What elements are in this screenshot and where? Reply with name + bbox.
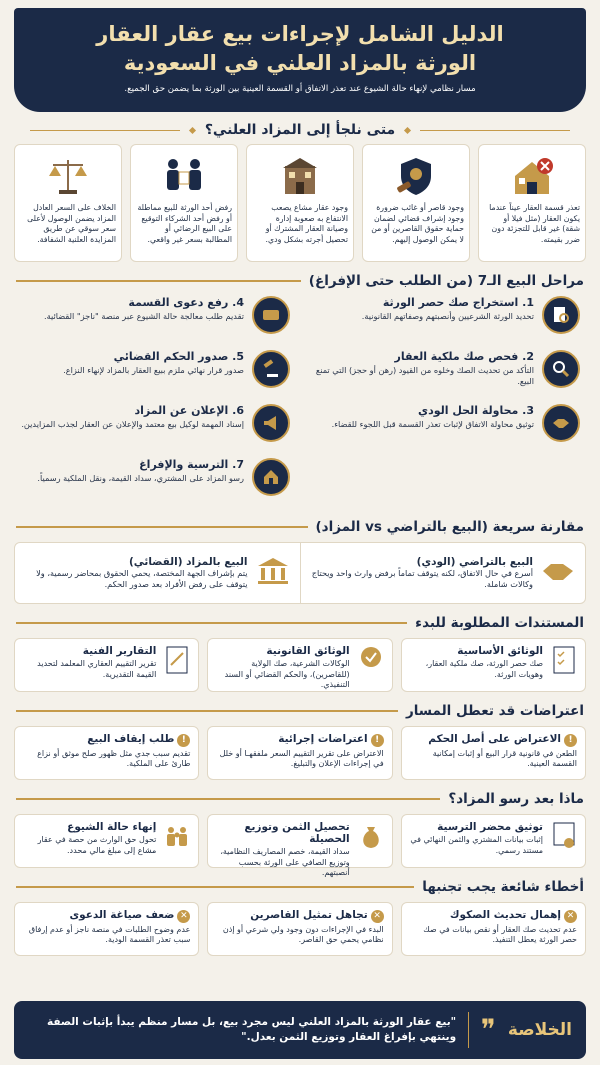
after-card — [401, 814, 586, 868]
stage-item — [20, 458, 290, 508]
compare-right-title: البيع بالمزاد (القضائي) — [128, 556, 248, 568]
document-title: الوثائق القانونية — [266, 645, 350, 657]
compare-consensual — [301, 543, 586, 603]
compare-title: مقارنة سريعة (البيع بالتراضي vs المزاد) — [315, 519, 584, 535]
infographic — [0, 8, 600, 1065]
mistakes-heading — [0, 876, 600, 898]
divider — [16, 526, 308, 528]
when-card-text: تعذر قسمة العقار عيناً عندما يكون العقار (مثل فيلا أو شقة) غير قابل للتجزئة دون ضرر بقيمته. — [489, 203, 580, 244]
title-line-2: الورثة بالمزاد العلني في السعودية — [123, 51, 477, 75]
stage-title: 1. استخراج صك حصر الورثة — [382, 296, 534, 309]
document-title: الوثائق الأساسية — [457, 645, 543, 657]
after-title-item: توثيق محضر الترسية — [437, 821, 543, 833]
divider — [30, 130, 180, 131]
document-card — [401, 638, 586, 692]
document-card — [14, 638, 199, 692]
stage-title: 7. الترسية والإفراغ — [139, 458, 244, 471]
house-transfer-icon — [252, 458, 290, 496]
after-desc: تحول حق الوارث من حصة في عقار مشاع إلى مبلغ مالي محدد. — [37, 835, 157, 855]
objection-card — [401, 726, 586, 780]
compare-auction — [15, 543, 301, 603]
after-title-item: تحصيل الثمن وتوزيع الحصيلة — [244, 821, 350, 845]
stage-item — [310, 404, 580, 454]
judgment-icon — [252, 350, 290, 388]
mistake-title: تجاهل تمثيل القاصرين — [250, 909, 368, 921]
after-cards — [0, 810, 600, 877]
compare-left-desc: أسرع في حال الاتفاق، لكنه يتوقف تماماً برفض وارث واحد ويحتاج وكالات شاملة. — [311, 568, 533, 589]
stage-title: 3. محاولة الحل الودي — [417, 404, 534, 417]
compare-heading — [0, 516, 600, 538]
diamond-icon — [404, 126, 411, 133]
after-desc: إثبات بيانات المشتري والثمن النهائي في مستند رسمي. — [410, 835, 543, 855]
title-line-1: الدليل الشامل لإجراءات بيع عقار العقار — [96, 22, 504, 46]
checklist-icon — [549, 645, 577, 685]
mistakes-cards — [0, 898, 600, 956]
after-title-item: إنهاء حالة الشيوع — [67, 821, 157, 833]
objection-desc: تقديم سبب جدي مثل ظهور صلح موثق أو نزاع طارئ على الملكية. — [37, 748, 191, 768]
conclusion-text: "بيع عقار الورثة بالمزاد العلني ليس مجرد بيع، بل مسار منظم يبدأ بإثبات الصفة وينتهي بإفراغ العقار وتوزيع الثمن بعدل." — [46, 1016, 457, 1043]
objections-title: اعتراضات قد تعطل المسار — [405, 703, 584, 719]
document-search-icon — [542, 296, 580, 334]
mistake-card — [401, 902, 586, 956]
mistake-desc: عدم تحديث صك العقار أو نقص بيانات في صك حصر الورثة يعطل التنفيذ. — [423, 924, 577, 944]
gavel-shield-icon — [368, 149, 464, 203]
objection-title: الاعتراض على أصل الحكم — [428, 733, 561, 745]
documents-cards — [0, 634, 600, 692]
seal-icon — [356, 645, 384, 685]
warning-icon: ! — [371, 734, 384, 747]
objection-card — [207, 726, 392, 780]
stage-title: 2. فحص صك ملكية العقار — [394, 350, 534, 363]
objections-cards — [0, 722, 600, 780]
stage-desc: توثيق محاولة الاتفاق لإثبات تعذر القسمة قبل اللجوء للقضاء. — [331, 419, 534, 429]
compare-left-title: البيع بالتراضي (الودي) — [416, 556, 533, 568]
documents-title: المستندات المطلوبة للبدء — [415, 615, 584, 631]
quote-icon: ❞ — [480, 1013, 496, 1046]
when-card-text: الخلاف على السعر العادل المزاد يضمن الوصول لأعلى سعر سوقي عن طريق المزايدة العلنية الشفافة. — [27, 203, 116, 244]
page-title — [30, 20, 570, 78]
stages-heading — [0, 270, 600, 292]
stage-item — [310, 296, 580, 346]
close-icon: ✕ — [177, 910, 190, 923]
divider — [16, 280, 301, 282]
close-icon: ✕ — [371, 910, 384, 923]
certificate-icon — [549, 821, 577, 861]
divider — [468, 1012, 469, 1048]
objection-title: اعتراضات إجرائية — [278, 733, 368, 745]
document-card — [207, 638, 392, 692]
objection-desc: الطعن في قانونية قرار البيع أو إثبات إمكانية القسمة العينية. — [432, 748, 577, 768]
stage-item — [310, 350, 580, 400]
when-card-text: وجود عقار مشاع يصعب الانتفاع به صعوبة إدارة وصيانة العقار المشترك أو تحصيل أجرته بشكل ودي. — [265, 203, 348, 244]
after-title: ماذا بعد رسو المزاد؟ — [448, 791, 584, 807]
courthouse-icon — [256, 556, 290, 590]
when-title: متى نلجأ إلى المزاد العلني؟ — [204, 122, 396, 138]
stage-desc: تقديم طلب معالجة حالة الشيوع عبر منصة "ناجز" القضائية. — [44, 311, 244, 321]
dispute-icon — [136, 149, 232, 203]
mistake-card — [14, 902, 199, 956]
mistake-title: ضعف صياغة الدعوى — [69, 909, 175, 921]
when-card — [362, 144, 470, 262]
stage-title: 6. الإعلان عن المزاد — [134, 404, 244, 417]
stage-title: 4. رفع دعوى القسمة — [128, 296, 244, 309]
divider — [16, 622, 407, 624]
stage-desc: صدور قرار نهائي ملزم ببيع العقار بالمزاد لإنهاء النزاع. — [63, 365, 244, 375]
compare-box — [14, 542, 586, 604]
objection-title: طلب إيقاف البيع — [87, 733, 175, 745]
megaphone-icon — [252, 404, 290, 442]
when-card — [246, 144, 354, 262]
divider — [16, 886, 414, 888]
page-subtitle: مسار نظامي لإنهاء حالة الشيوع عند تعذر الاتفاق أو القسمة العينية بين الورثة بما يضمن حق الجميع. — [124, 84, 476, 94]
report-icon — [162, 645, 190, 685]
magnifier-icon — [542, 350, 580, 388]
when-card — [130, 144, 238, 262]
stage-desc: تحديد الورثة الشرعيين وأنصبتهم وصفاتهم القانونية. — [361, 311, 534, 321]
stages-title: مراحل البيع الـ7 (من الطلب حتى الإفراغ) — [308, 273, 584, 289]
objection-card — [14, 726, 199, 780]
stage-item — [20, 296, 290, 346]
stage-title: 5. صدور الحكم القضائي — [113, 350, 244, 363]
stages-list — [0, 292, 600, 508]
close-icon: ✕ — [564, 910, 577, 923]
divider — [16, 798, 440, 800]
objection-desc: الاعتراض على تقرير التقييم السعر ملفقهـا أو خلل في إجراءات الإعلان والتبليغ. — [219, 748, 384, 768]
mistake-title: إهمال تحديث الصكوك — [449, 909, 561, 921]
scales-icon — [20, 149, 116, 203]
stage-desc: رسو المزاد على المشتري، سداد القيمة، ونقل الملكية رسمياً. — [37, 473, 244, 483]
building-icon — [252, 149, 348, 203]
mistakes-title: أخطاء شائعة يجب تجنبها — [422, 879, 584, 895]
documents-heading — [0, 612, 600, 634]
warning-icon: ! — [177, 734, 190, 747]
divider — [16, 710, 398, 712]
warning-icon: ! — [564, 734, 577, 747]
document-desc: الوكالات الشرعية، صك الولاية (للقاصرين)، والحكم القضائي أو السند التنفيذي. — [224, 659, 350, 689]
compare-right-desc: يتم بإشراف الجهة المختصة، يحمي الحقوق بمحاضر رسمية، ولا يتوقف على رفض الأفراد بعد صدور الحكم. — [36, 568, 248, 589]
money-bag-icon — [356, 821, 384, 861]
handshake-icon — [541, 558, 575, 588]
when-card — [478, 144, 586, 262]
house-x-icon — [484, 149, 580, 203]
conclusion-box — [14, 1001, 586, 1059]
document-desc: صك حصر الورثة، صك ملكية العقار، وهويات الورثة. — [425, 659, 543, 679]
when-section-title — [0, 120, 600, 140]
stage-desc: إسناد المهمة لوكيل بيع معتمد والإعلان عن العقار لجذب المزايدين. — [21, 419, 244, 429]
document-title: التقارير الفنية — [82, 645, 157, 657]
family-icon — [162, 821, 190, 861]
stage-item — [20, 350, 290, 400]
mistake-desc: عدم وضوح الطلبات في منصة ناجز أو عدم إرفاق سبب تعذر القسمة الودية. — [28, 924, 191, 944]
after-card — [207, 814, 392, 877]
when-card-text: رفض أحد الورثة للبيع مماطلة أو رفض أحد الشركاء التوقيع على البيع الرضائي أو المطالبة بسعر غير واقعي. — [137, 203, 232, 244]
stage-desc: التأكد من تحديث الصك وخلوه من القيود (رهن أو حجز) التي تمنع البيع. — [315, 365, 534, 386]
taj-icon — [252, 296, 290, 334]
objections-heading — [0, 700, 600, 722]
when-card — [14, 144, 122, 262]
stage-spacer — [310, 458, 580, 508]
mistake-card — [207, 902, 392, 956]
after-desc: سداد القيمة، خصم المصاريف النظامية، وتوزيع الصافي على الورثة بحسب أنصبتهم. — [220, 847, 350, 877]
mistake-desc: البدء في الإجراءات دون وجود ولي شرعي أو إذن نظامي يحمي حق القاصر. — [222, 924, 384, 944]
when-card-text: وجود قاصر أو غائب ضرورة وجود إشراف قضائي لضمان حماية حقوق القاصرين أو من لا يمكن الوصول إليهم. — [371, 203, 464, 244]
document-desc: تقرير التقييم العقاري المعلمد لتحديد القيمة التقديرية. — [37, 659, 157, 679]
diamond-icon — [189, 126, 196, 133]
handshake-icon — [542, 404, 580, 442]
divider — [420, 130, 570, 131]
header — [14, 8, 586, 112]
stage-item — [20, 404, 290, 454]
after-heading — [0, 788, 600, 810]
when-cards — [0, 140, 600, 262]
conclusion-label: الخلاصة — [507, 1020, 572, 1040]
after-card — [14, 814, 199, 868]
